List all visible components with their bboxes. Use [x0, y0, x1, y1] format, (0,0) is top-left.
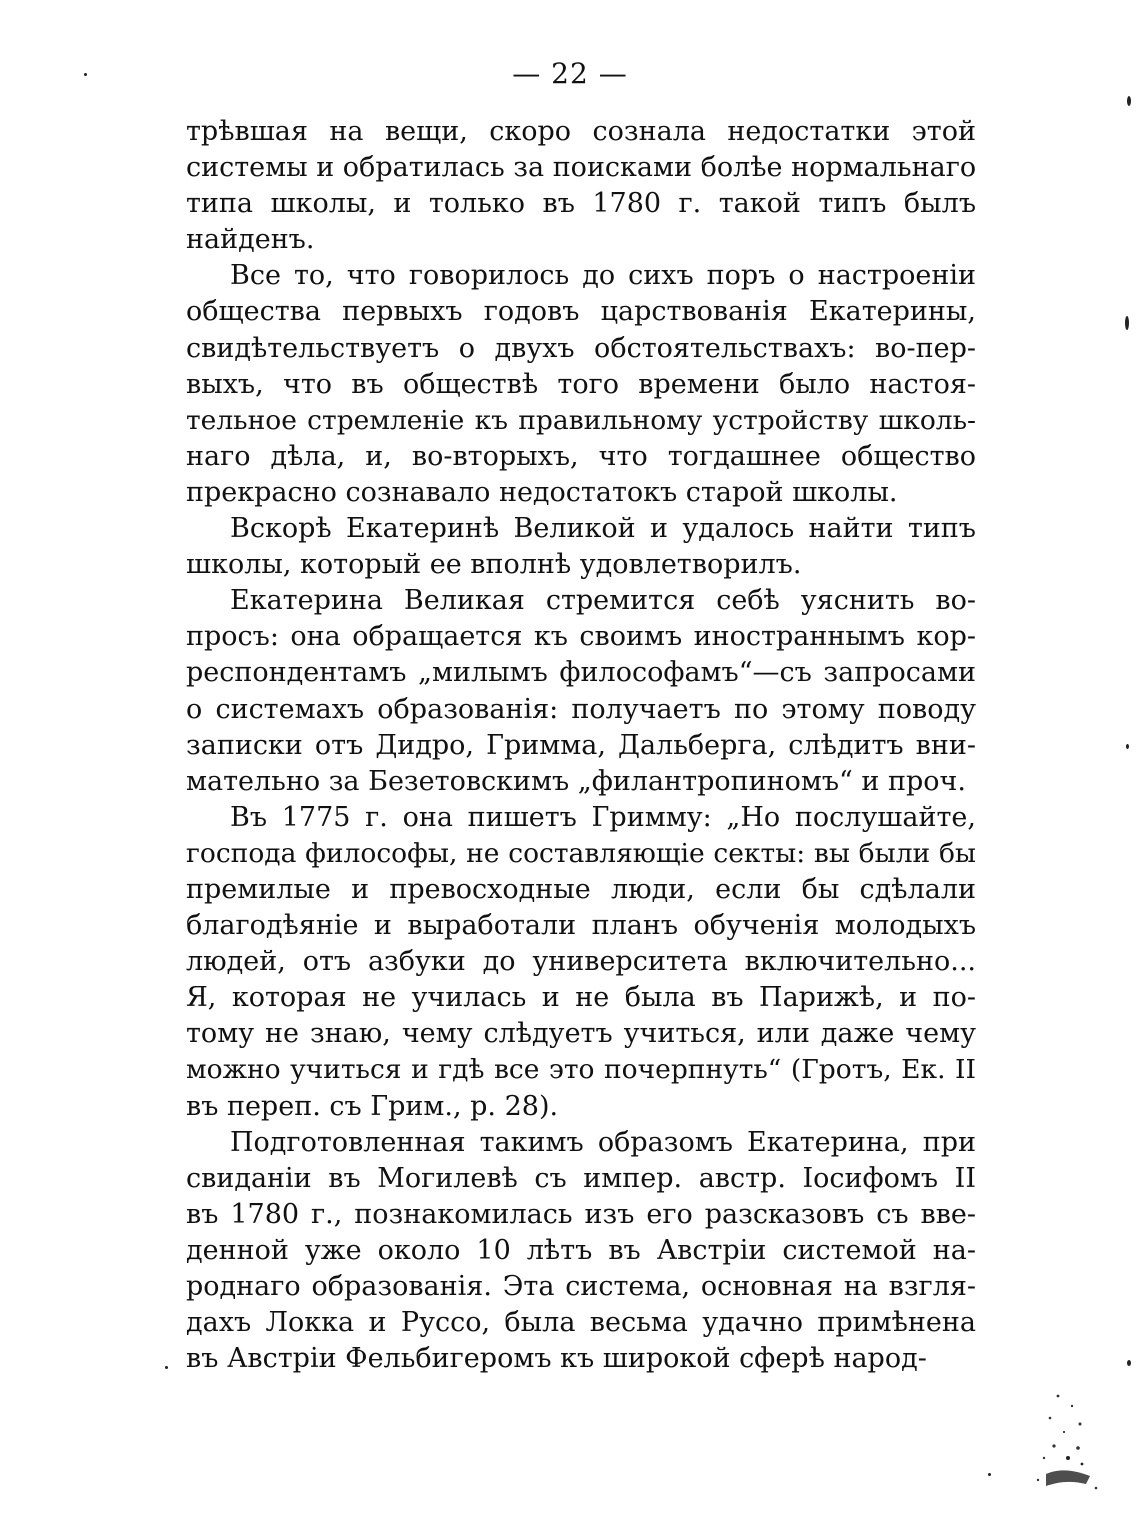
text-line: свиданіи въ Могилевѣ съ импер. австр. Іосифомъ II	[186, 1162, 976, 1194]
paragraph	[186, 258, 976, 511]
text-line: выхъ, что въ обществѣ того времени было настоя-	[186, 368, 976, 400]
paragraph	[186, 583, 976, 800]
text-line: свидѣтельствуетъ о двухъ обстоятельствахъ: во-пер-	[186, 332, 976, 364]
scan-speck	[1127, 1360, 1131, 1366]
text-line: дахъ Локка и Руссо, была весьма удачно примѣнена	[186, 1307, 976, 1339]
text-line: Екатерина Великая стремится себѣ уяснить во-	[230, 585, 976, 617]
text-line: записки отъ Дидро, Гримма, Дальберга, слѣдитъ вни-	[186, 729, 976, 761]
scan-speck	[165, 1366, 168, 1369]
text-line: общества первыхъ годовъ царствованія Екатерины,	[186, 296, 976, 328]
text-line: типа школы, и только въ 1780 г. такой типъ былъ	[186, 188, 976, 220]
paragraph	[186, 800, 976, 1125]
text-line: школы, который ее вполнѣ удовлетворилъ.	[186, 549, 802, 581]
text-line: можно учиться и гдѣ все это почерпнуть“ (Гротъ, Ек. II	[186, 1054, 976, 1086]
text-line: о системахъ образованія: получаетъ по этому поводу	[186, 693, 976, 725]
scan-speck	[1127, 96, 1131, 106]
text-line: Вскорѣ Екатеринѣ Великой и удалось найти типъ	[230, 513, 976, 545]
text-line: найденъ.	[186, 224, 315, 256]
text-line: системы и обратилась за поисками болѣе нормальнаго	[186, 152, 977, 184]
scan-speck	[1126, 744, 1129, 749]
text-line: господа философы, не составляющіе секты: вы были бы	[186, 837, 976, 869]
text-line: благодѣяніе и выработали планъ обученія молодыхъ	[186, 910, 976, 942]
body-text	[186, 114, 976, 1377]
text-line: денной уже около 10 лѣтъ въ Австріи системой на-	[186, 1234, 976, 1266]
text-line: трѣвшая на вещи, скоро сознала недостатки этой	[186, 116, 976, 147]
text-line: наго дѣла, и, во-вторыхъ, что тогдашнее общество	[186, 440, 976, 472]
scan-speck	[988, 1473, 991, 1476]
text-line: респондентамъ „милымъ философамъ“—съ запросами	[186, 657, 976, 689]
text-line: премилые и превосходные люди, если бы сдѣлали	[186, 873, 976, 905]
text-line: просъ: она обращается къ своимъ иностраннымъ кор-	[186, 621, 976, 653]
paragraph	[186, 114, 976, 258]
text-line: Въ 1775 г. она пишетъ Гримму: „Но послушайте,	[230, 801, 976, 833]
text-line: роднаго образованія. Эта система, основная на взгля-	[186, 1271, 976, 1302]
scan-smudge	[1020, 1388, 1110, 1498]
text-line: прекрасно сознавало недостатокъ старой школы.	[186, 476, 898, 508]
text-line: Подготовленная такимъ образомъ Екатерина, при	[230, 1126, 976, 1158]
text-line: тельное стремленіе къ правильному устройству школь-	[186, 404, 976, 436]
text-line: въ Австріи Фельбигеромъ къ широкой сферѣ народ-	[186, 1343, 927, 1375]
text-line: тому не знаю, чему слѣдуетъ учиться, или даже чему	[186, 1018, 976, 1050]
scan-speck	[1125, 316, 1129, 330]
text-line: въ переп. съ Грим., р. 28).	[186, 1090, 559, 1122]
text-line: мательно за Безетовскимъ „филантропиномъ“ и проч.	[186, 765, 966, 797]
text-line: Я, которая не училась и не была въ Парижѣ, и по-	[186, 982, 976, 1014]
text-line: людей, отъ азбуки до университета включительно...	[186, 946, 976, 978]
paragraph	[186, 511, 976, 583]
text-line: въ 1780 г., познакомилась изъ его разсказовъ съ вве-	[186, 1198, 976, 1230]
text-line: Все то, что говорилось до сихъ поръ о настроеніи	[230, 260, 976, 292]
paragraph	[186, 1125, 976, 1378]
scan-speck	[84, 73, 87, 76]
page-number: — 22 —	[512, 57, 628, 90]
